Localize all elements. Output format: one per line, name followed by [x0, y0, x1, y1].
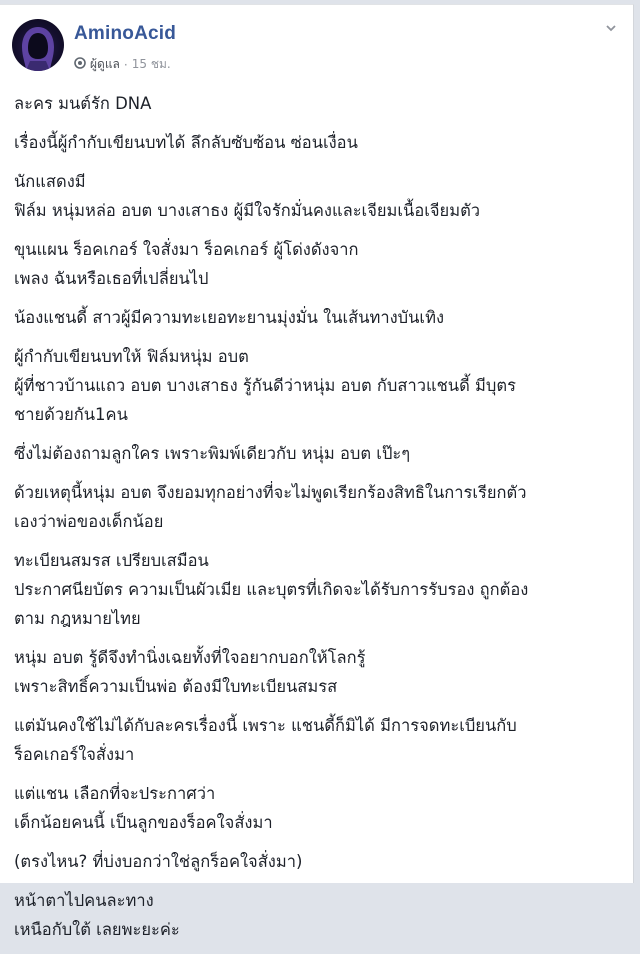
shield-settings-icon: [74, 57, 86, 72]
post-text-line: ละคร มนต์รัก DNA: [14, 94, 152, 113]
post-text-line: ร็อคเกอร์ใจสั่งมา: [14, 745, 135, 764]
post-paragraph: [14, 89, 626, 118]
post-paragraph: [14, 303, 626, 332]
post-text-line: ชายด้วยกัน1คน: [14, 405, 128, 424]
post-header: [12, 17, 622, 73]
post-timestamp[interactable]: 15 ชม.: [131, 57, 171, 71]
meta-separator: ·: [123, 57, 128, 72]
post-text-line: หนุ่ม อบต รู้ดีจึงทำนิ่งเฉยทั้งที่ใจอยากบอกให้โลกรู้: [14, 648, 366, 667]
post-text-line: นักแสดงมี: [14, 172, 86, 191]
post-text-line: เหนือกับใต้ เลยพะยะค่ะ: [14, 920, 180, 939]
post-paragraph: [14, 546, 626, 633]
post-paragraph: [14, 167, 626, 225]
post-text-line: ฟิล์ม หนุ่มหล่อ อบต บางเสาธง ผู้มีใจรักมั่นคงและเจียมเนื้อเจียมตัว: [14, 201, 481, 220]
post-text-line: เรื่องนี้ผู้กำกับเขียนบทได้ ลึกลับซับซ้อน ซ่อนเงื่อน: [14, 133, 358, 152]
post-paragraph: [14, 439, 626, 468]
hooded-figure-icon: [12, 19, 64, 71]
post-paragraph: [14, 711, 626, 769]
post-paragraph: [14, 478, 626, 536]
post-text-line: ทะเบียนสมรส เปรียบเสมือน: [14, 551, 209, 570]
post-text-line: ด้วยเหตุนี้หนุ่ม อบต จึงยอมทุกอย่างที่จะไม่พูดเรียกร้องสิทธิในการเรียกตัว: [14, 483, 527, 502]
post-text-line: ผู้กำกับเขียนบทให้ ฟิล์มหนุ่ม อบต: [14, 347, 249, 366]
post-paragraph: [14, 643, 626, 701]
post-paragraph: [14, 235, 626, 293]
post-text-line: ประกาศนียบัตร ความเป็นผัวเมีย และบุตรที่เกิดจะได้รับการรับรอง ถูกต้อง: [14, 580, 529, 599]
post-text-line: ซึ่งไม่ต้องถามลูกใคร เพราะพิมพ์เดียวกับ หนุ่ม อบต เป๊ะๆ: [14, 444, 411, 463]
post-text-line: แต่แชน เลือกที่จะประกาศว่า: [14, 784, 216, 803]
chevron-down-icon[interactable]: [602, 19, 620, 37]
post-paragraph: [14, 779, 626, 837]
post-body: [14, 89, 626, 954]
post-text-line: เด็กน้อยคนนี้ เป็นลูกของร็อคใจสั่งมา: [14, 813, 273, 832]
author-avatar[interactable]: [12, 19, 64, 71]
author-name[interactable]: AminoAcid: [74, 23, 177, 44]
post-meta: [74, 55, 171, 74]
post-paragraph: [14, 128, 626, 157]
post-text-line: หน้าตาไปคนละทาง: [14, 891, 154, 910]
post-paragraph: [14, 847, 626, 876]
post-text-line: ขุนแผน ร็อคเกอร์ ใจสั่งมา ร็อคเกอร์ ผู้โด่งดังจาก: [14, 240, 359, 259]
post-paragraph: [14, 342, 626, 429]
post-text-line: ตาม กฎหมายไทย: [14, 609, 141, 628]
post-text-line: ผู้ที่ชาวบ้านแถว อบต บางเสาธง รู้กันดีว่าหนุ่ม อบต กับสาวแชนดี้ มีบุตร: [14, 376, 516, 395]
post-text-line: น้องแชนดี้ สาวผู้มีความทะเยอทะยานมุ่งมั่น ในเส้นทางบันเทิง: [14, 308, 444, 327]
post-text-line: เพลง ฉันหรือเธอที่เปลี่ยนไป: [14, 269, 209, 288]
post-paragraph: [14, 886, 626, 944]
post-text-line: เองว่าพ่อของเด็กน้อย: [14, 512, 164, 531]
post-card: [0, 4, 634, 939]
post-text-line: (ตรงไหน? ที่บ่งบอกว่าใช่ลูกร็อคใจสั่งมา): [14, 852, 303, 871]
post-text-line: เพราะสิทธิ์ความเป็นพ่อ ต้องมีใบทะเบียนสมรส: [14, 677, 338, 696]
post-text-line: แต่มันคงใช้ไม่ได้กับละครเรื่องนี้ เพราะ แชนดี้ก็มิได้ มีการจดทะเบียนกับ: [14, 716, 517, 735]
author-role[interactable]: ผู้ดูแล: [90, 57, 120, 71]
